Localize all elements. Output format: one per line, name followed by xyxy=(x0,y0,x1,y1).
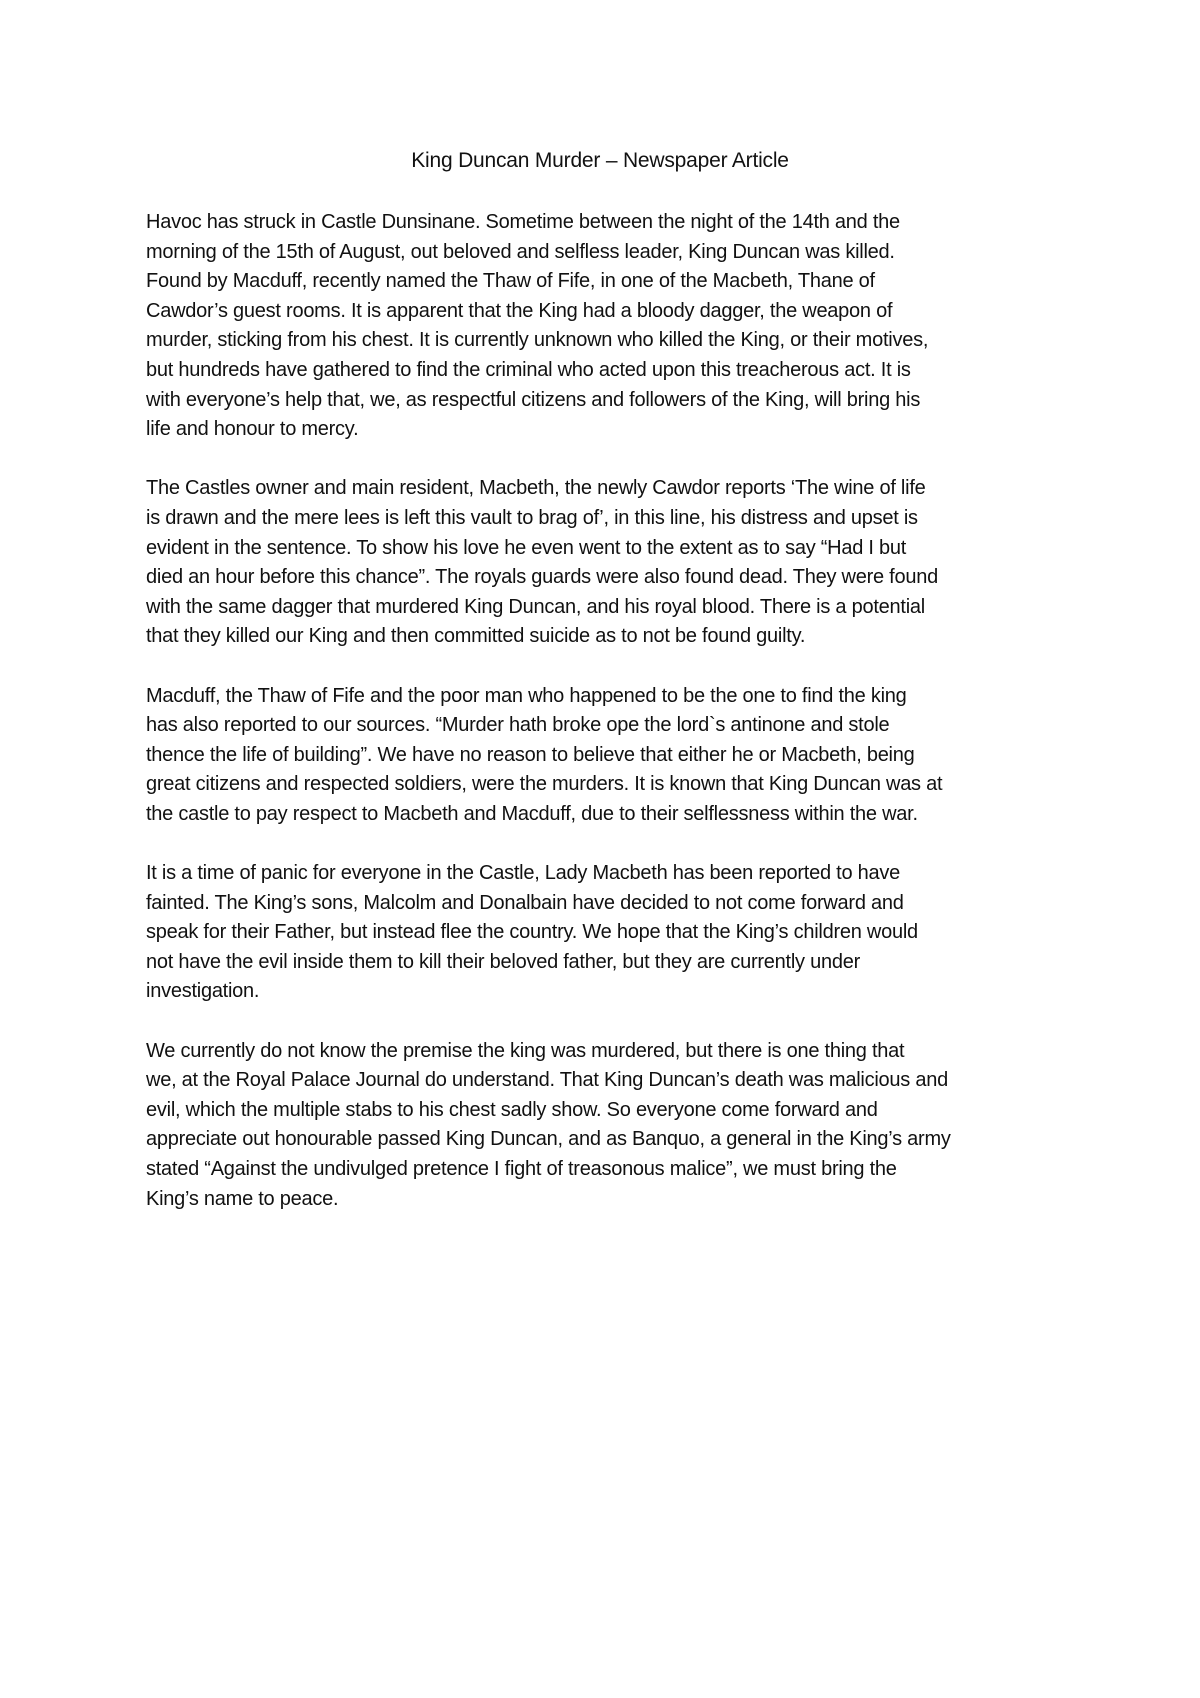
paragraph-3: Macduff, the Thaw of Fife and the poor man who happened to be the one to find the king has also reported to our sources. “Murder hath broke ope the lord`s antinone and stole thence the life of building”. We have no reason to believe that either he or Macbeth, being great citizens and respected soldiers, were the murders. It is known that King Duncan was at the castle to pay respect to Macbeth and Macduff, due to their selflessness within the war. xyxy=(146,684,943,825)
paragraph-1: Havoc has struck in Castle Dunsinane. Sometime between the night of the 14th and the morning of the 15th of August, out beloved and selfless leader, King Duncan was killed. Found by Macduff, recently named the Thaw of Fife, in one of the Macbeth, Thane of Cawdor’s guest rooms. It is apparent that the King had a bloody dagger, the weapon of murder, sticking from his chest. It is currently unknown who killed the King, or their motives, but hundreds have gathered to find the criminal who acted upon this treacherous act. It is with everyone’s help that, we, as respectful citizens and followers of the King, will bring his life and honour to mercy. xyxy=(146,211,929,441)
paragraph-2: The Castles owner and main resident, Macbeth, the newly Cawdor reports ‘The wine of life is drawn and the mere lees is left this vault to brag of’, in this line, his distress and upset is evident in the sentence. To show his love he even went to the extent as to say “Had I but died an hour before this chance”. The royals guards were also found dead. They were found with the same dagger that murdered King Duncan, and his royal blood. There is a potential that they killed our King and then committed suicide as to not be found guilty. xyxy=(146,477,938,648)
document-title: King Duncan Murder – Newspaper Article xyxy=(411,149,789,172)
paragraph-5: We currently do not know the premise the king was murdered, but there is one thing that we, at the Royal Palace Journal do understand. That King Duncan’s death was malicious and evil, which the multiple stabs to his chest sadly show. So everyone come forward and appreciate out honourable passed King Duncan, and as Banquo, a general in the King’s army stated “Against the undivulged pretence I fight of treasonous malice”, we must bring the King’s name to peace. xyxy=(146,1039,951,1210)
paragraph-4: It is a time of panic for everyone in the Castle, Lady Macbeth has been reported to have fainted. The King’s sons, Malcolm and Donalbain have decided to not come forward and speak for their Father, but instead flee the country. We hope that the King’s children would not have the evil inside them to kill their beloved father, but they are currently under investigation. xyxy=(146,862,918,1003)
article-body xyxy=(146,208,1066,1244)
